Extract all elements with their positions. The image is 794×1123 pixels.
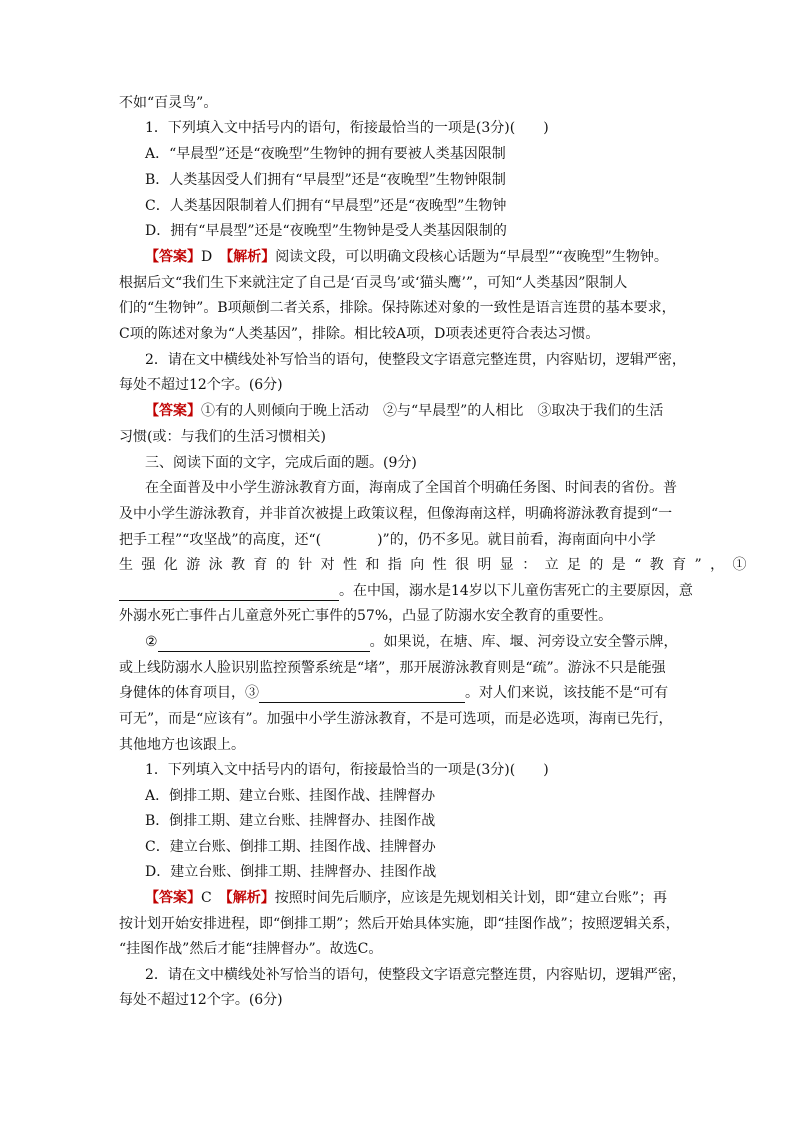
passage-line <box>119 683 668 703</box>
option-b: B．人类基因受人们拥有“早晨型”还是“夜晚型”生物钟限制 <box>145 172 506 188</box>
analysis-tag: 【解析】 <box>226 249 276 265</box>
passage-line <box>145 632 678 652</box>
answer-tag: 【答案】 <box>145 890 201 906</box>
answer-text-cont: 习惯(或：与我们的生活习惯相关) <box>119 429 326 445</box>
answer-value: C <box>201 890 226 906</box>
option-d: D．建立台账、倒排工期、挂牌督办、挂图作战 <box>145 864 437 880</box>
question-2-stem: 2．请在文中横线处补写恰当的语句，使整段文字语意完整连贯，内容贴切，逻辑严密， <box>145 352 686 368</box>
passage-line: 及中小学生游泳教育，并非首次被提上政策议程，但像海南这样，明确将游泳教育提到“一 <box>119 506 673 522</box>
fill-blank-1 <box>119 584 339 601</box>
fill-blank-3 <box>259 686 465 703</box>
fill-blank-2 <box>158 635 370 652</box>
option-a: A．“早晨型”还是“夜晚型”生物钟的拥有要被人类基因限制 <box>145 146 506 162</box>
analysis-line: 根据后文“我们生下来就注定了自己是‘百灵鸟’或‘猫头鹰’”，可知“人类基因”限制人 <box>119 275 628 291</box>
passage-line: 其他地方也该跟上。 <box>119 737 245 753</box>
answer-line <box>145 247 668 267</box>
analysis-tag: 【解析】 <box>225 890 275 906</box>
passage-text: 。对人们来说，该技能不是“可有 <box>465 685 669 701</box>
text-line: 不如“百灵鸟”。 <box>119 95 218 111</box>
passage-line: 外溺水死亡事件占儿童意外死亡事件的57%，凸显了防溺水安全教育的重要性。 <box>119 608 613 624</box>
analysis-line: C项的陈述对象为“人类基因”，排除。相比较A项，D项表述更符合表达习惯。 <box>119 326 600 342</box>
question-2-stem-cont: 每处不超过12个字。(6分) <box>119 377 283 393</box>
option-a: A．倒排工期、建立台账、挂图作战、挂牌督办 <box>145 788 436 804</box>
answer-line <box>145 401 663 421</box>
passage-line <box>119 581 693 601</box>
answer-tag: 【答案】 <box>145 249 201 265</box>
passage-line: 可无”，而是“应该有”。加强中小学生游泳教育，不是可选项，而是必选项，海南已先行， <box>119 711 673 727</box>
analysis-text: 阅读文段，可以明确文段核心话题为“早晨型”“夜晚型”生物钟。 <box>275 249 668 265</box>
passage-line: 把手工程”“攻坚战”的高度，还“( )”的，仍不多见。就目前看，海南面向中小学 <box>119 532 656 548</box>
passage-text: 。如果说，在塘、库、堰、河旁设立安全警示牌， <box>369 634 678 650</box>
option-c: C．人类基因限制着人们拥有“早晨型”还是“夜晚型”生物钟 <box>145 198 507 214</box>
question-2-stem: 2．请在文中横线处补写恰当的语句，使整段文字语意完整连贯，内容贴切，逻辑严密， <box>145 967 686 983</box>
option-b: B．倒排工期、建立台账、挂牌督办、挂图作战 <box>145 813 436 829</box>
passage-line: 在全面普及中小学生游泳教育方面，海南成了全国首个明确任务图、时间表的省份。普 <box>145 480 677 496</box>
analysis-text: 按照时间先后顺序，应该是先规划相关计划，即“建立台账”；再 <box>274 890 668 906</box>
answer-tag: 【答案】 <box>145 403 201 419</box>
passage-text: 身健体的体育项目，③ <box>119 685 259 701</box>
question-2-stem-cont: 每处不超过12个字。(6分) <box>119 992 283 1008</box>
question-1-stem: 1．下列填入文中括号内的语句，衔接最恰当的一项是(3分)( ) <box>145 762 549 778</box>
analysis-line: 按计划开始安排进程，即“倒排工期”；然后开始具体实施，即“挂图作战”；按照逻辑关系， <box>119 916 680 932</box>
passage-line: 生强化游泳教育的针对性和指向性很明显：立足的是“教育”，① <box>119 557 755 573</box>
analysis-line: “挂图作战”然后才能“挂牌督办”。故选C。 <box>119 941 383 957</box>
blank-marker: ② <box>145 634 158 650</box>
analysis-line: 们的“生物钟”。B项颠倒二者关系，排除。保持陈述对象的一致性是语言连贯的基本要求， <box>119 300 676 316</box>
option-c: C．建立台账、倒排工期、挂图作战、挂牌督办 <box>145 839 436 855</box>
passage-text: 。在中国，溺水是14岁以下儿童伤害死亡的主要原因，意 <box>339 583 693 599</box>
answer-value: D <box>201 249 227 265</box>
option-d: D．拥有“早晨型”还是“夜晚型”生物钟是受人类基因限制的 <box>145 223 507 239</box>
section-heading: 三、阅读下面的文字，完成后面的题。(9分) <box>145 455 417 471</box>
answer-line <box>145 888 667 908</box>
question-1-stem: 1．下列填入文中括号内的语句，衔接最恰当的一项是(3分)( ) <box>145 120 549 136</box>
passage-line: 或上线防溺水人脸识别监控预警系统是“堵”，那开展游泳教育则是“疏”。游泳不只是能强 <box>119 660 666 676</box>
answer-text: ①有的人则倾向于晚上活动 ②与“早晨型”的人相比 ③取决于我们的生活 <box>201 403 664 419</box>
